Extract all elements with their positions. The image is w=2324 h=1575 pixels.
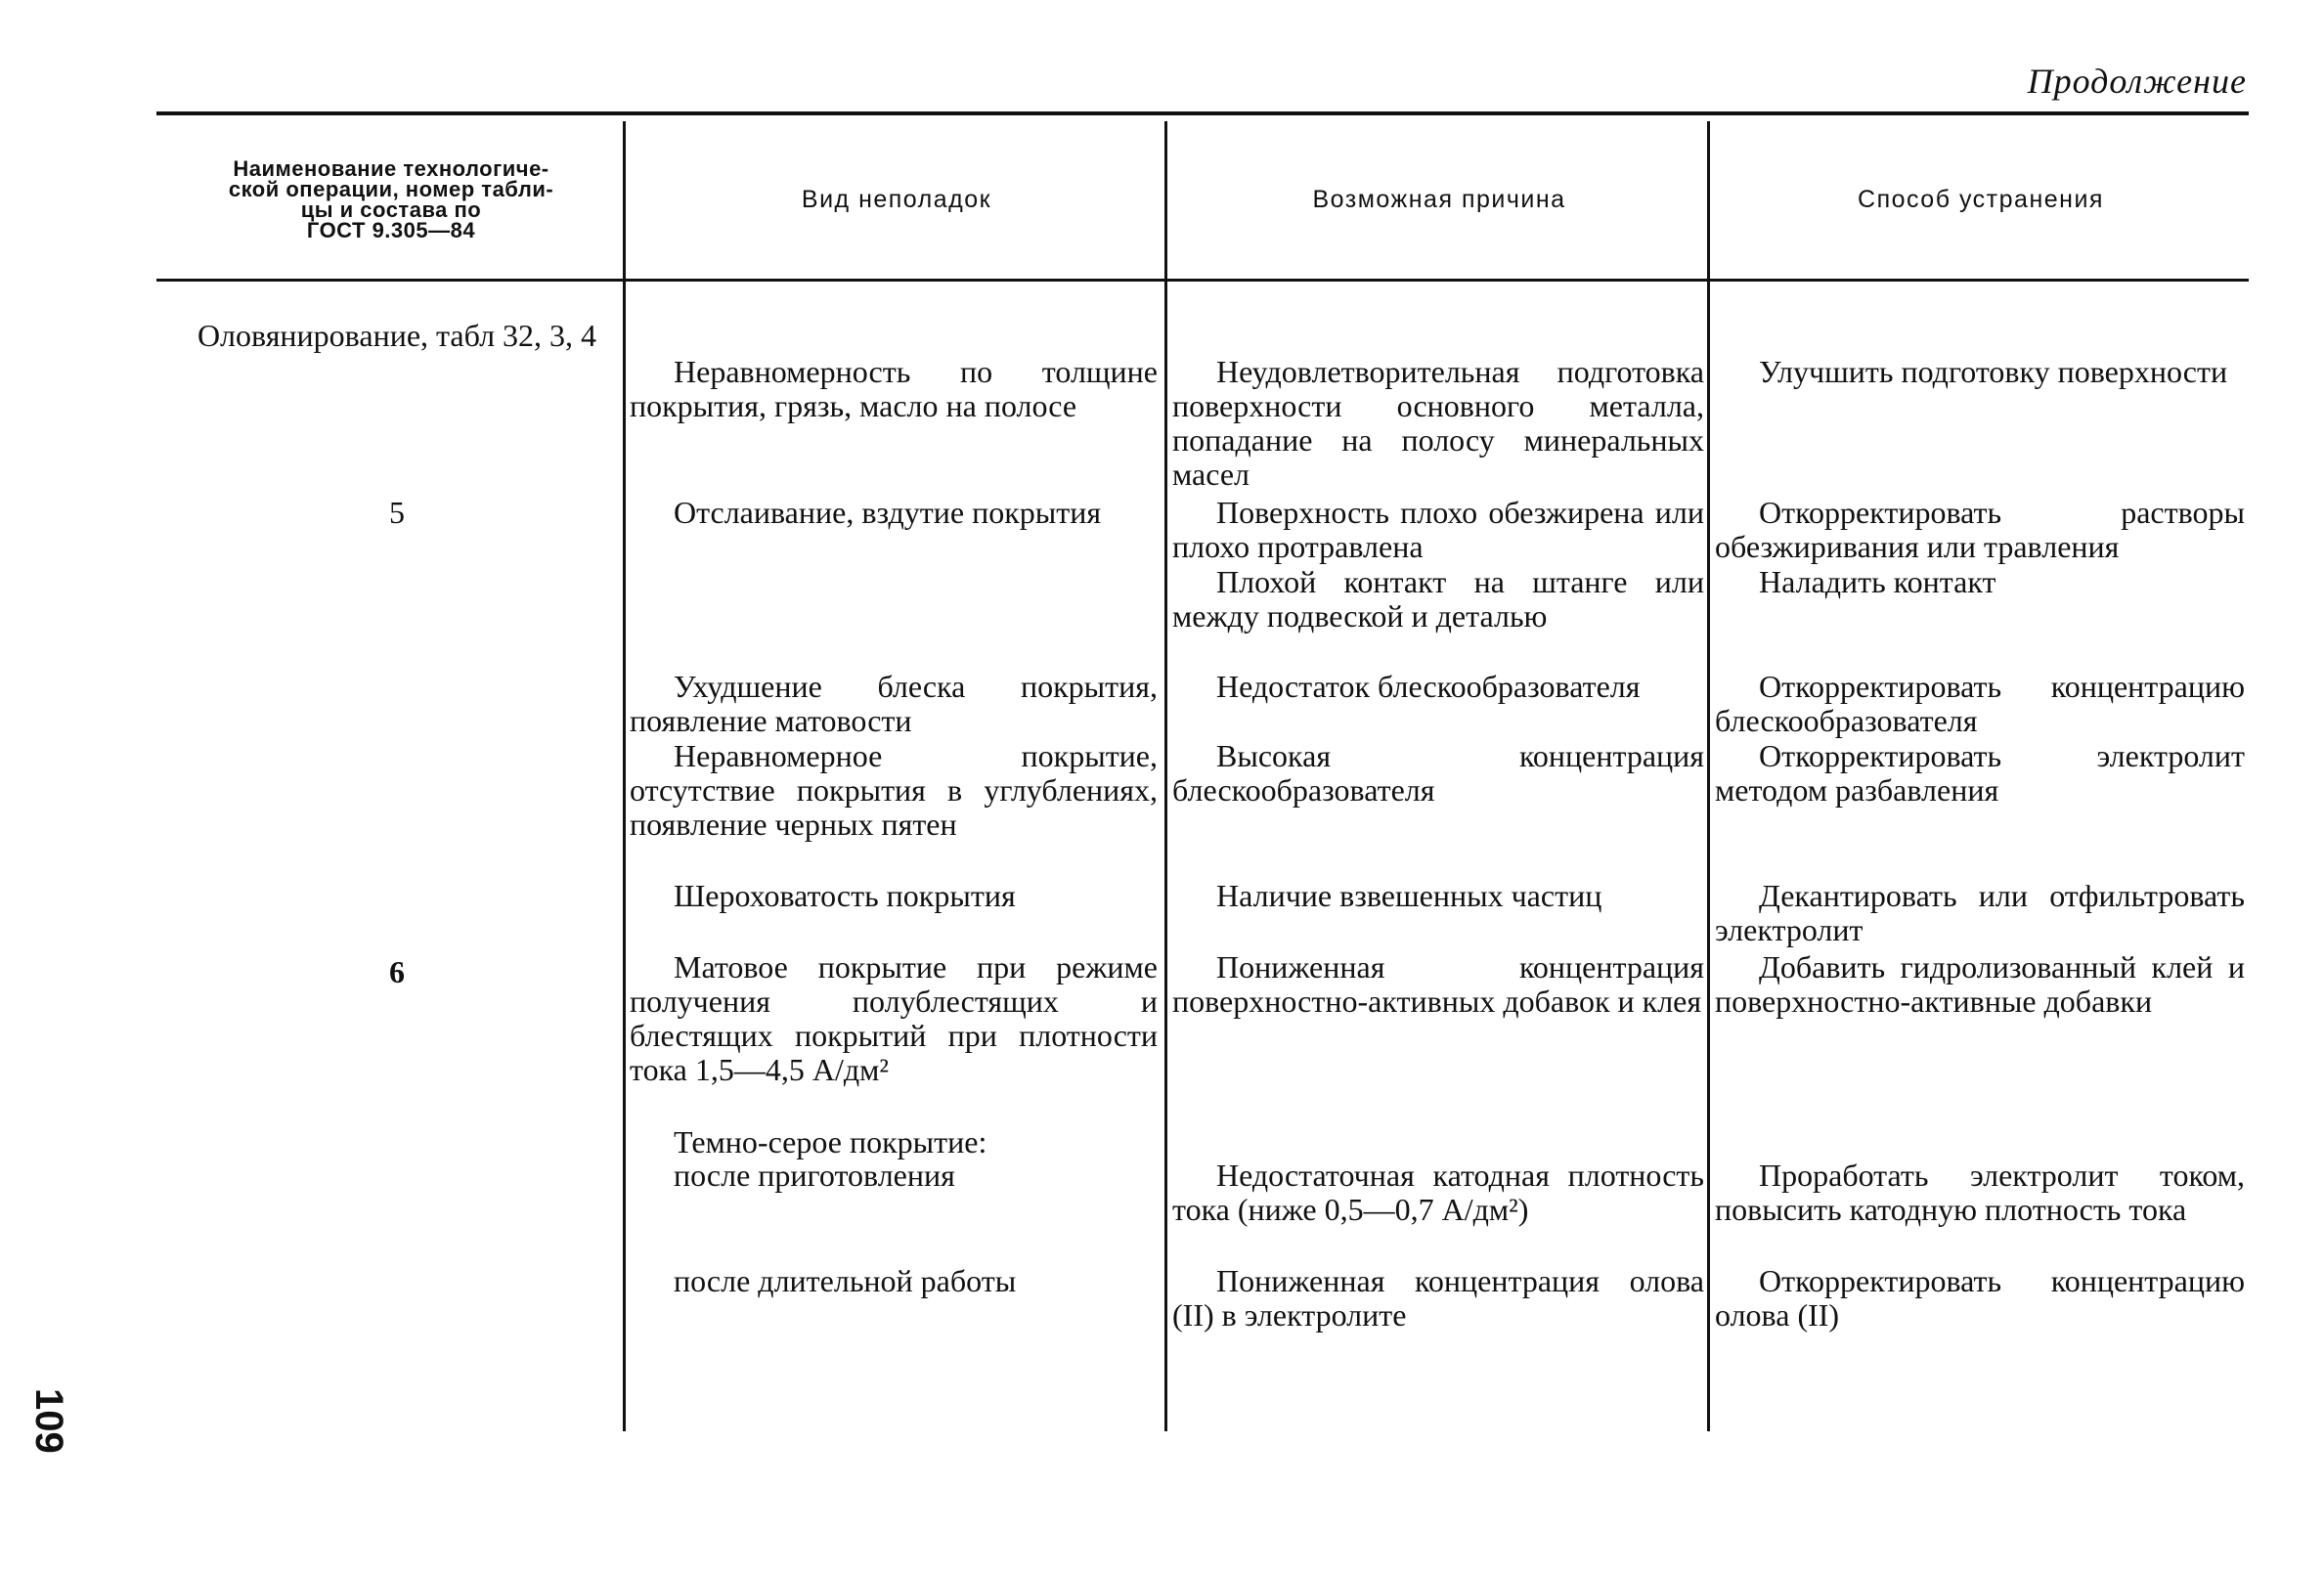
cause-cell: Наличие взвешенных частиц [1216,878,1602,913]
defect-cell: Шероховатость покрытия [674,878,1016,913]
cause-cell: Плохой контакт на штанге или между подвеской и деталью [1172,564,1704,634]
page-number: 109 [27,1388,70,1454]
defect-cell: Неравномерное покрытие, отсутствие покрытия в углублениях, появление черных пятен [630,738,1158,842]
operation-cell: Оловянирование, табл 32, 3, 4 [197,318,597,353]
header-operation-line: цы и состава по [300,197,482,222]
header-operation-line: Наименование технологиче- [233,156,549,181]
defect-cell: Ухудшение блеска покрытия, появление матовости [630,669,1158,738]
operation-cell: 5 [389,495,405,530]
defect-cell: Неравномерность по толщине покрытия, грязь, масло на полосе [630,354,1158,423]
header-operation-line: ГОСТ 9.305—84 [306,218,476,242]
cause-cell: Поверхность плохо обезжирена или плохо протравлена [1172,495,1704,564]
remedy-cell: Добавить гидролизованный клей и поверхностно-активные добавки [1715,949,2245,1019]
continuation-label: Продолжение [2027,62,2247,101]
column-divider [1164,121,1167,1431]
cause-cell: Недостаточная катодная плотность тока (ниже 0,5—0,7 А/дм²) [1172,1158,1704,1227]
cause-cell: Высокая концентрация блескообразователя [1172,738,1704,808]
header-defect: Вид неполадок [801,185,992,213]
remedy-cell: Проработать электролит током, повысить катодную плотность тока [1715,1158,2245,1227]
cause-cell: Пониженная концентрация олова (II) в электролите [1172,1263,1704,1333]
header-operation [161,121,621,278]
remedy-cell: Декантировать или отфильтровать электролит [1715,878,2245,947]
table-top-rule [156,111,2249,115]
remedy-cell: Откорректировать концентрацию блескообразователя [1715,669,2245,738]
defect-cell: после приготовления [674,1158,955,1193]
column-divider [1707,121,1710,1431]
remedy-cell: Откорректировать электролит методом разбавления [1715,738,2245,808]
operation-cell: 6 [389,954,405,989]
remedy-cell: Улучшить подготовку поверхности [1759,354,2228,389]
remedy-cell: Откорректировать растворы обезжиривания или травления [1715,495,2245,564]
cause-cell: Неудовлетворительная подготовка поверхности основного металла, попадание на полосу минеральных масел [1172,354,1704,492]
defect-cell: Отслаивание, вздутие покрытия [674,495,1102,530]
table-header-rule [156,279,2249,282]
cause-cell: Пониженная концентрация поверхностно-активных добавок и клея [1172,949,1704,1019]
defect-cell: Матовое покрытие при режиме получения полублестящих и блестящих покрытий при плотности тока 1,5—4,5 А/дм² [630,949,1158,1087]
remedy-cell: Откорректировать концентрацию олова (II) [1715,1263,2245,1333]
header-remedy: Способ устранения [1858,185,2104,213]
defect-cell: Темно-серое покрытие: [674,1124,987,1159]
column-divider [623,121,626,1431]
header-cause: Возможная причина [1312,185,1566,213]
header-operation-line: ской операции, номер табли- [228,177,554,201]
defect-cell: после длительной работы [674,1263,1017,1298]
cause-cell: Недостаток блескообразователя [1216,669,1641,704]
remedy-cell: Наладить контакт [1759,564,1996,599]
